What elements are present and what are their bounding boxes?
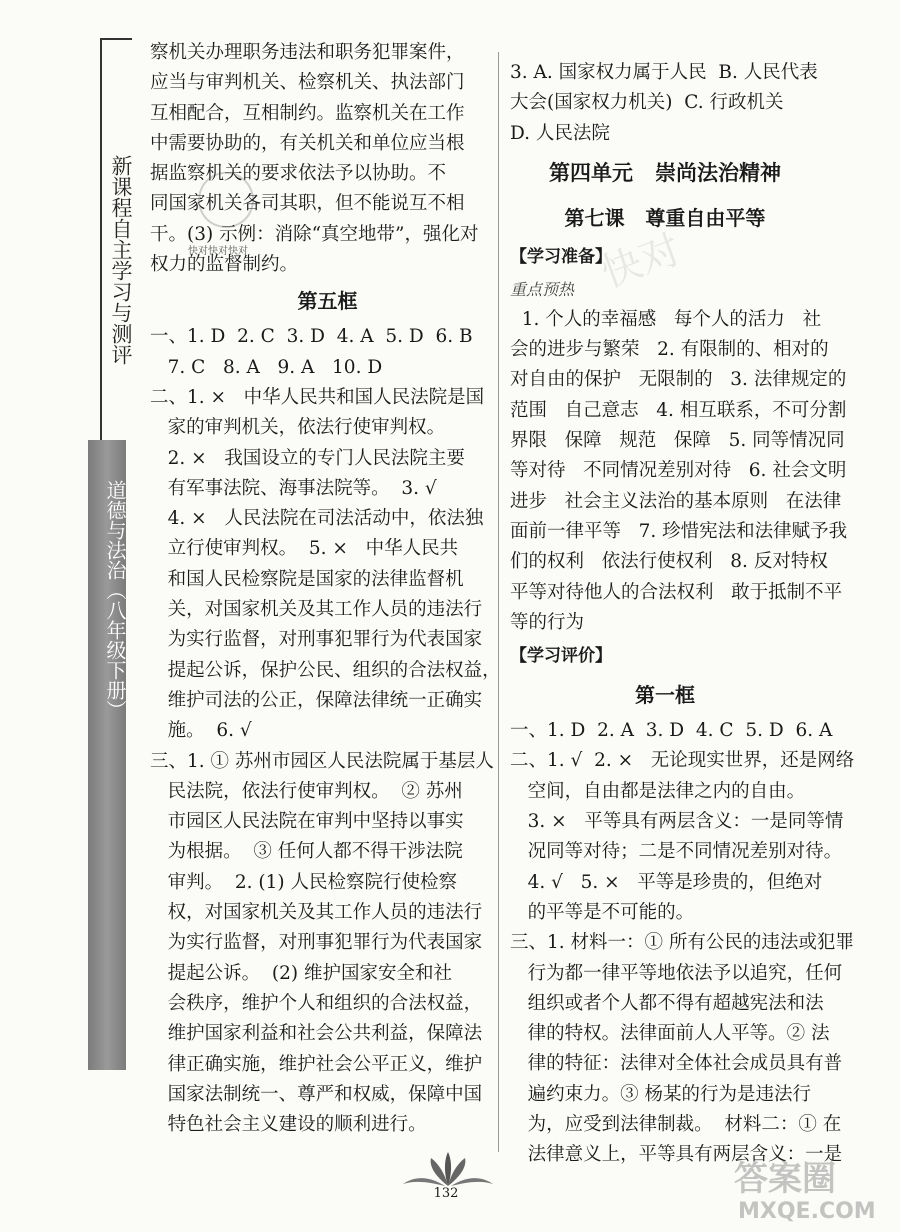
answer-line: 法律意义上，平等具有两层含义：一是: [510, 1144, 843, 1166]
answer-line: 二、1. √ 2. × 无论现实世界，还是网络: [510, 750, 855, 772]
answer-line: 的平等是不可能的。: [510, 901, 695, 923]
answer-line: 等对待 不同情况差别对待 6. 社会文明: [510, 460, 847, 482]
answer-line: 三、1. 材料一：① 所有公民的违法或犯罪: [510, 932, 854, 954]
answer-line: 大会(国家权力机关) C. 行政机关: [510, 92, 784, 114]
frame-title: 第一框: [635, 683, 695, 708]
answer-line: 同国家机关各司其职，但不能说互不相: [150, 193, 465, 215]
page-number: 132: [433, 1186, 459, 1201]
kuaidui-watermark: 快对: [595, 226, 687, 298]
answer-line: 特色社会主义建设的顺利进行。: [150, 1114, 427, 1136]
answer-line: 行为都一律平等地依法予以追究，任何: [510, 962, 843, 984]
answer-line: 一、1. D 2. C 3. D 4. A 5. D 6. B: [150, 326, 473, 348]
answer-line: 进步 社会主义法治的基本原则 在法律: [510, 490, 842, 512]
answer-line: 关，对国家机关及其工作人员的违法行: [150, 599, 483, 621]
mxqe-watermark-logo: [730, 1150, 890, 1224]
answer-line: 立行使审判权。 5. × 中华人民共: [150, 538, 459, 560]
answer-line: 和国人民检察院是国家的法律监督机: [150, 568, 464, 590]
section-answers: [150, 322, 505, 1140]
answer-line: 界限 保障 规范 保障 5. 同等情况同: [510, 430, 845, 452]
prep-subheading: 重点预热: [510, 279, 575, 299]
answer-line: 为根据。 ③ 任何人都不得干涉法院: [150, 841, 463, 863]
eval-tag: 【学习评价】: [510, 646, 612, 667]
answer-line: 施。 6. √: [150, 720, 252, 742]
answer-line: 4. × 人民法院在司法活动中，依法独: [150, 508, 484, 530]
brand-en: MXQE.COM: [738, 1199, 876, 1224]
continued-answer-text: [150, 38, 505, 280]
answer-line: 7. C 8. A 9. A 10. D: [150, 356, 383, 378]
prep-tag: 【学习准备】: [510, 246, 612, 267]
answer-line: 4. √ 5. × 平等是珍贵的，但绝对: [510, 871, 823, 893]
answer-line: 市园区人民法院在审判中坚持以事实: [150, 811, 464, 833]
answer-line: 提起公诉。 (2) 维护国家安全和社: [150, 962, 452, 984]
answer-line: 维护国家利益和社会公共利益，保障法: [150, 1023, 483, 1045]
answer-line: 互相配合，互相制约。监察机关在工作: [150, 102, 465, 124]
answer-line: 为实行监督，对刑事犯罪行为代表国家: [150, 629, 483, 651]
answer-line: 范围 自己意志 4. 相互联系，不可分割: [510, 399, 847, 421]
answer-line: D. 人民法院: [510, 122, 610, 144]
lesson-title: 第七课 尊重自由平等: [564, 205, 766, 230]
answer-line: 等的行为: [510, 611, 585, 633]
answer-line: 权，对国家机关及其工作人员的违法行: [150, 902, 483, 924]
answer-line: 应当与审判机关、检察机关、执法部门: [150, 72, 465, 94]
prep-answers: [510, 305, 848, 638]
answer-line: 审判。 2. (1) 人民检察院行使检察: [150, 871, 458, 893]
answer-line: 会秩序，维护个人和组织的合法权益，: [150, 992, 483, 1014]
answer-line: 1. 个人的幸福感 每个人的活力 社: [510, 308, 822, 330]
answer-line: 面前一律平等 7. 珍惜宪法和法律赋予我: [510, 520, 848, 542]
answer-line: 律的特权。法律面前人人平等。② 法: [510, 1023, 830, 1045]
brand-cn: 答案圈: [734, 1159, 836, 1199]
unit-title: 第四单元 崇尚法治精神: [549, 160, 781, 185]
answer-line: 为，应受到法律制裁。 材料二：① 在: [510, 1114, 842, 1136]
answer-line: 权力的监督制约。: [150, 254, 299, 276]
answer-line: 平等对待他人的合法权利 敢于抵制不平: [510, 581, 843, 603]
stamp-label: 快对快对快对: [188, 246, 248, 257]
answer-line: 二、1. × 中华人民共和国人民法院是国: [150, 386, 485, 408]
answer-line: 有军事法院、海事法院等。 3. √: [150, 477, 437, 499]
answer-line: 一、1. D 2. A 3. D 4. C 5. D 6. A: [510, 720, 833, 742]
left-column: [150, 38, 505, 1140]
answer-line: 国家法制统一、尊严和权威，保障中国: [150, 1083, 483, 1105]
series-title: 新课程自主学习与测评: [109, 155, 133, 365]
answer-line: 据监察机关的要求依法予以协助。不: [150, 163, 447, 185]
answer-line: 3. × 平等具有两层含义：一是同等情: [510, 811, 844, 833]
answer-line: 提起公诉，保护公民、组织的合法权益，: [150, 659, 501, 681]
answer-line: 对自由的保护 无限制的 3. 法律规定的: [510, 369, 847, 391]
answer-line: 为实行监督，对刑事犯罪行为代表国家: [150, 932, 483, 954]
answer-line: 干。(3) 示例：消除“真空地带”，强化对: [150, 223, 479, 245]
answer-line: 维护司法的公正，保障法律统一正确实: [150, 689, 483, 711]
answer-line: 空间，自由都是法律之内的自由。: [510, 780, 806, 802]
answer-line: 察机关办理职务违法和职务犯罪案件，: [150, 42, 465, 63]
section-title: 第五框: [297, 289, 358, 314]
book-sidebar: [0, 0, 132, 1232]
answer-line: 民法院，依法行使审判权。 ② 苏州: [150, 780, 463, 802]
leaf-ornament-icon: [393, 1150, 503, 1190]
continued-options: [510, 58, 820, 149]
answer-line: 三、1. ① 苏州市园区人民法院属于基层人: [150, 750, 494, 772]
answer-line: 3. A. 国家权力属于人民 B. 人民代表: [510, 62, 818, 83]
answer-line: 2. × 我国设立的专门人民法院主要: [150, 447, 465, 469]
eval-answers: [510, 716, 855, 1170]
right-column: [510, 58, 855, 1171]
answer-line: 律正确实施，维护社会公平正义，维护: [150, 1053, 483, 1075]
answer-line: 会的进步与繁荣 2. 有限制的、相对的: [510, 339, 829, 361]
answer-line: 遍约束力。③ 杨某的行为是违法行: [510, 1083, 812, 1105]
answer-line: 组织或者个人都不得有超越宪法和法: [510, 992, 824, 1014]
answer-line: 中需要协助的，有关机关和单位应当根: [150, 132, 465, 154]
answer-line: 们的权利 依法行使权利 8. 反对特权: [510, 551, 828, 573]
subject-title: 道德与法治（八年级下册）: [103, 480, 127, 720]
answer-line: 家的审判机关，依法行使审判权。: [150, 417, 446, 439]
answer-line: 况同等对待；二是不同情况差别对待。: [510, 841, 843, 863]
answer-line: 律的特征：法律对全体社会成员具有普: [510, 1053, 843, 1075]
